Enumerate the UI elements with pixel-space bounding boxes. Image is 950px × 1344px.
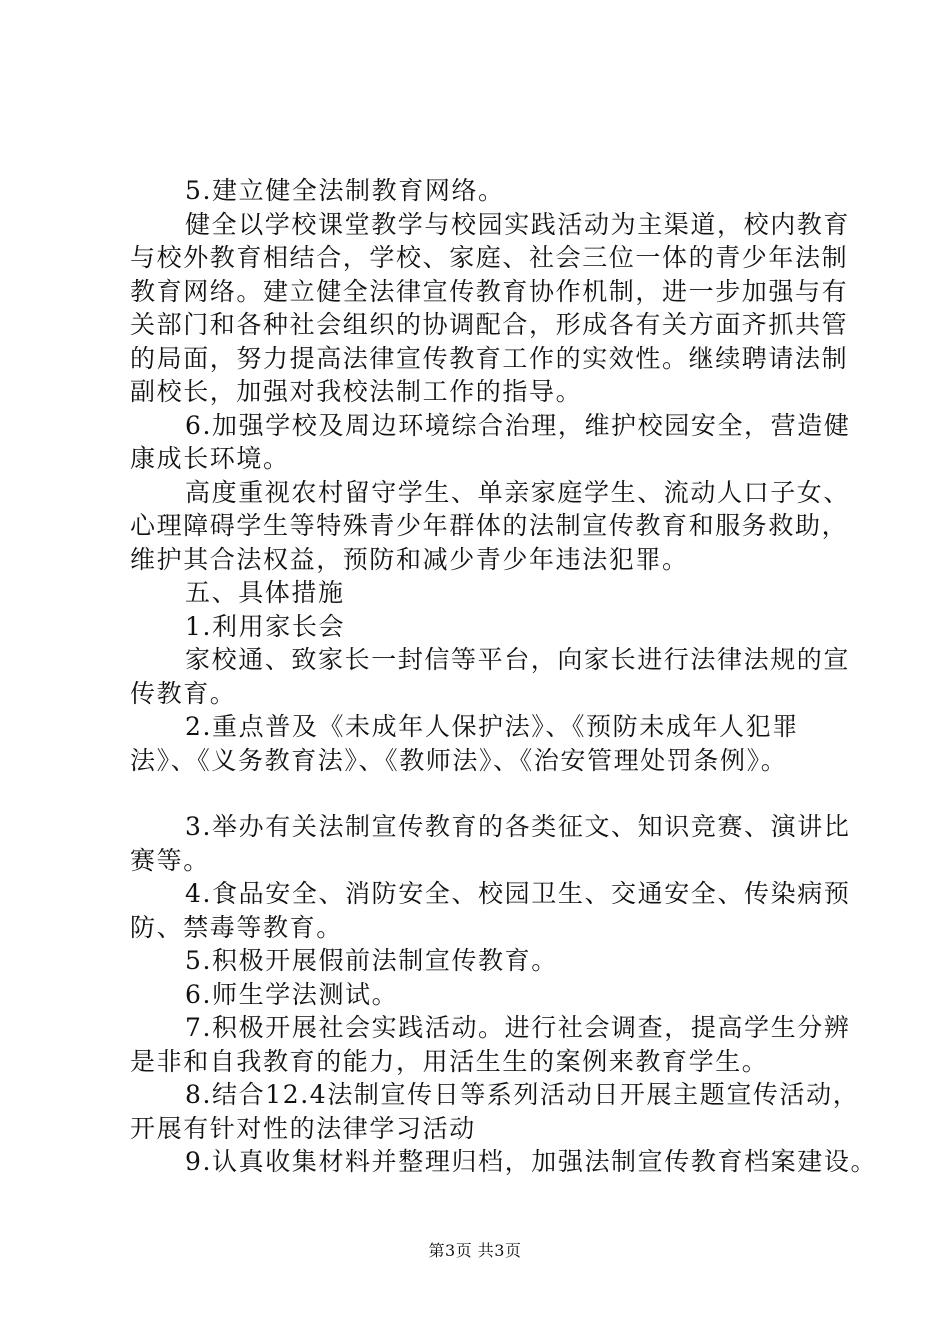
paragraph-line: 心理障碍学生等特殊青少年群体的法制宣传教育和服务救助， xyxy=(130,511,849,540)
measure-item: 2.重点普及《未成年人保护法》、《预防未成年人犯罪 xyxy=(185,712,799,741)
measure-item: 1.利用家长会 xyxy=(185,612,346,641)
paragraph-line: 是非和自我教育的能力，用活生生的案例来教育学生。 xyxy=(130,1047,769,1076)
paragraph-line: 副校长，加强对我校法制工作的指导。 xyxy=(130,377,583,406)
paragraph-line: 教育网络。建立健全法律宣传教育协作机制，进一步加强与有 xyxy=(130,277,849,306)
paragraph-line: 关部门和各种社会组织的协调配合，形成各有关方面齐抓共管 xyxy=(130,310,849,339)
paragraph-line: 家校通、致家长一封信等平台，向家长进行法律法规的宣 xyxy=(185,645,851,674)
paragraph-line: 法》、《义务教育法》、《教师法》、《治安管理处罚条例》。 xyxy=(130,746,788,775)
paragraph-line: 康成长环境。 xyxy=(130,444,290,473)
paragraph-line: 开展有针对性的法律学习活动 xyxy=(130,1114,476,1143)
paragraph-line: 与校外教育相结合，学校、家庭、社会三位一体的青少年法制 xyxy=(130,243,849,272)
measure-item: 4.食品安全、消防安全、校园卫生、交通安全、传染病预 xyxy=(185,879,851,908)
measure-item: 5.积极开展假前法制宣传教育。 xyxy=(185,946,558,975)
section-heading-6: 6.加强学校及周边环境综合治理，维护校园安全，营造健 xyxy=(185,411,851,440)
measure-item: 8.结合12.4法制宣传日等系列活动日开展主题宣传活动， xyxy=(185,1080,860,1109)
paragraph-line: 健全以学校课堂教学与校园实践活动为主渠道，校内教育 xyxy=(185,210,851,239)
measure-item: 7.积极开展社会实践活动。进行社会调查，提高学生分辨 xyxy=(185,1013,851,1042)
paragraph-line: 维护其合法权益，预防和减少青少年违法犯罪。 xyxy=(130,545,689,574)
paragraph-line: 传教育。 xyxy=(130,679,237,708)
measure-item: 6.师生学法测试。 xyxy=(185,980,399,1009)
page-number-footer: 第3页 共3页 xyxy=(428,1241,522,1260)
section-heading-5: 5.建立健全法制教育网络。 xyxy=(185,176,505,205)
paragraph-line: 高度重视农村留守学生、单亲家庭学生、流动人口子女、 xyxy=(185,478,851,507)
paragraph-line: 的局面，努力提高法律宣传教育工作的实效性。继续聘请法制 xyxy=(130,344,849,373)
measure-item: 3.举办有关法制宣传教育的各类征文、知识竞赛、演讲比 xyxy=(185,812,851,841)
measure-item: 9.认真收集材料并整理归档，加强法制宣传教育档案建设。 xyxy=(185,1147,878,1176)
paragraph-line: 防、禁毒等教育。 xyxy=(130,913,343,942)
paragraph-line: 赛等。 xyxy=(130,846,210,875)
section-heading-measures: 五、具体措施 xyxy=(185,578,345,607)
